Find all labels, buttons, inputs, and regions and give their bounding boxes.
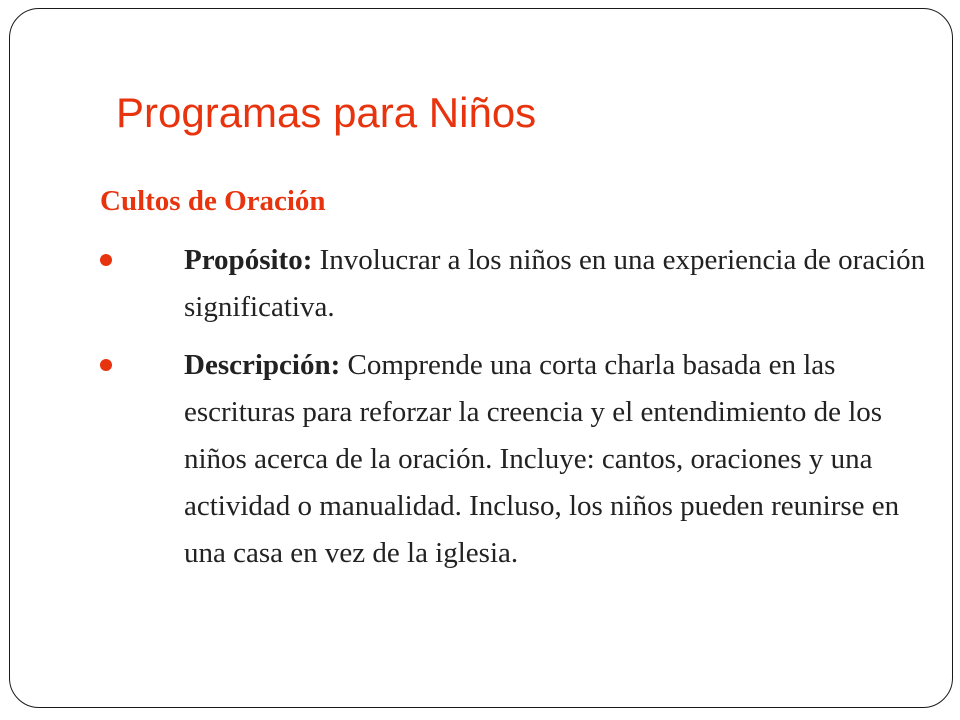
slide-title: Programas para Niños (116, 89, 537, 136)
bullet-label: Descripción: (184, 349, 341, 381)
section-heading: Cultos de Oración (100, 185, 326, 217)
bullet-item-proposito (100, 237, 930, 331)
bullet-dot-icon (100, 254, 112, 266)
slide-frame (9, 8, 953, 708)
bullet-item-descripcion (100, 342, 930, 577)
bullet-dot-icon (100, 359, 112, 371)
bullet-text: Comprende una corta charla basada en las escrituras para reforzar la creencia y el entendimiento de los niños acerca de la oración. Incluye: cantos, oraciones y una actividad o manualidad. Incluso, los niños pueden reunirse en una casa en vez de la iglesia. (184, 349, 900, 569)
bullet-text: Involucrar a los niños en una experiencia de oración significativa. (184, 244, 926, 323)
bullet-list (100, 237, 930, 588)
bullet-label: Propósito: (184, 244, 313, 276)
